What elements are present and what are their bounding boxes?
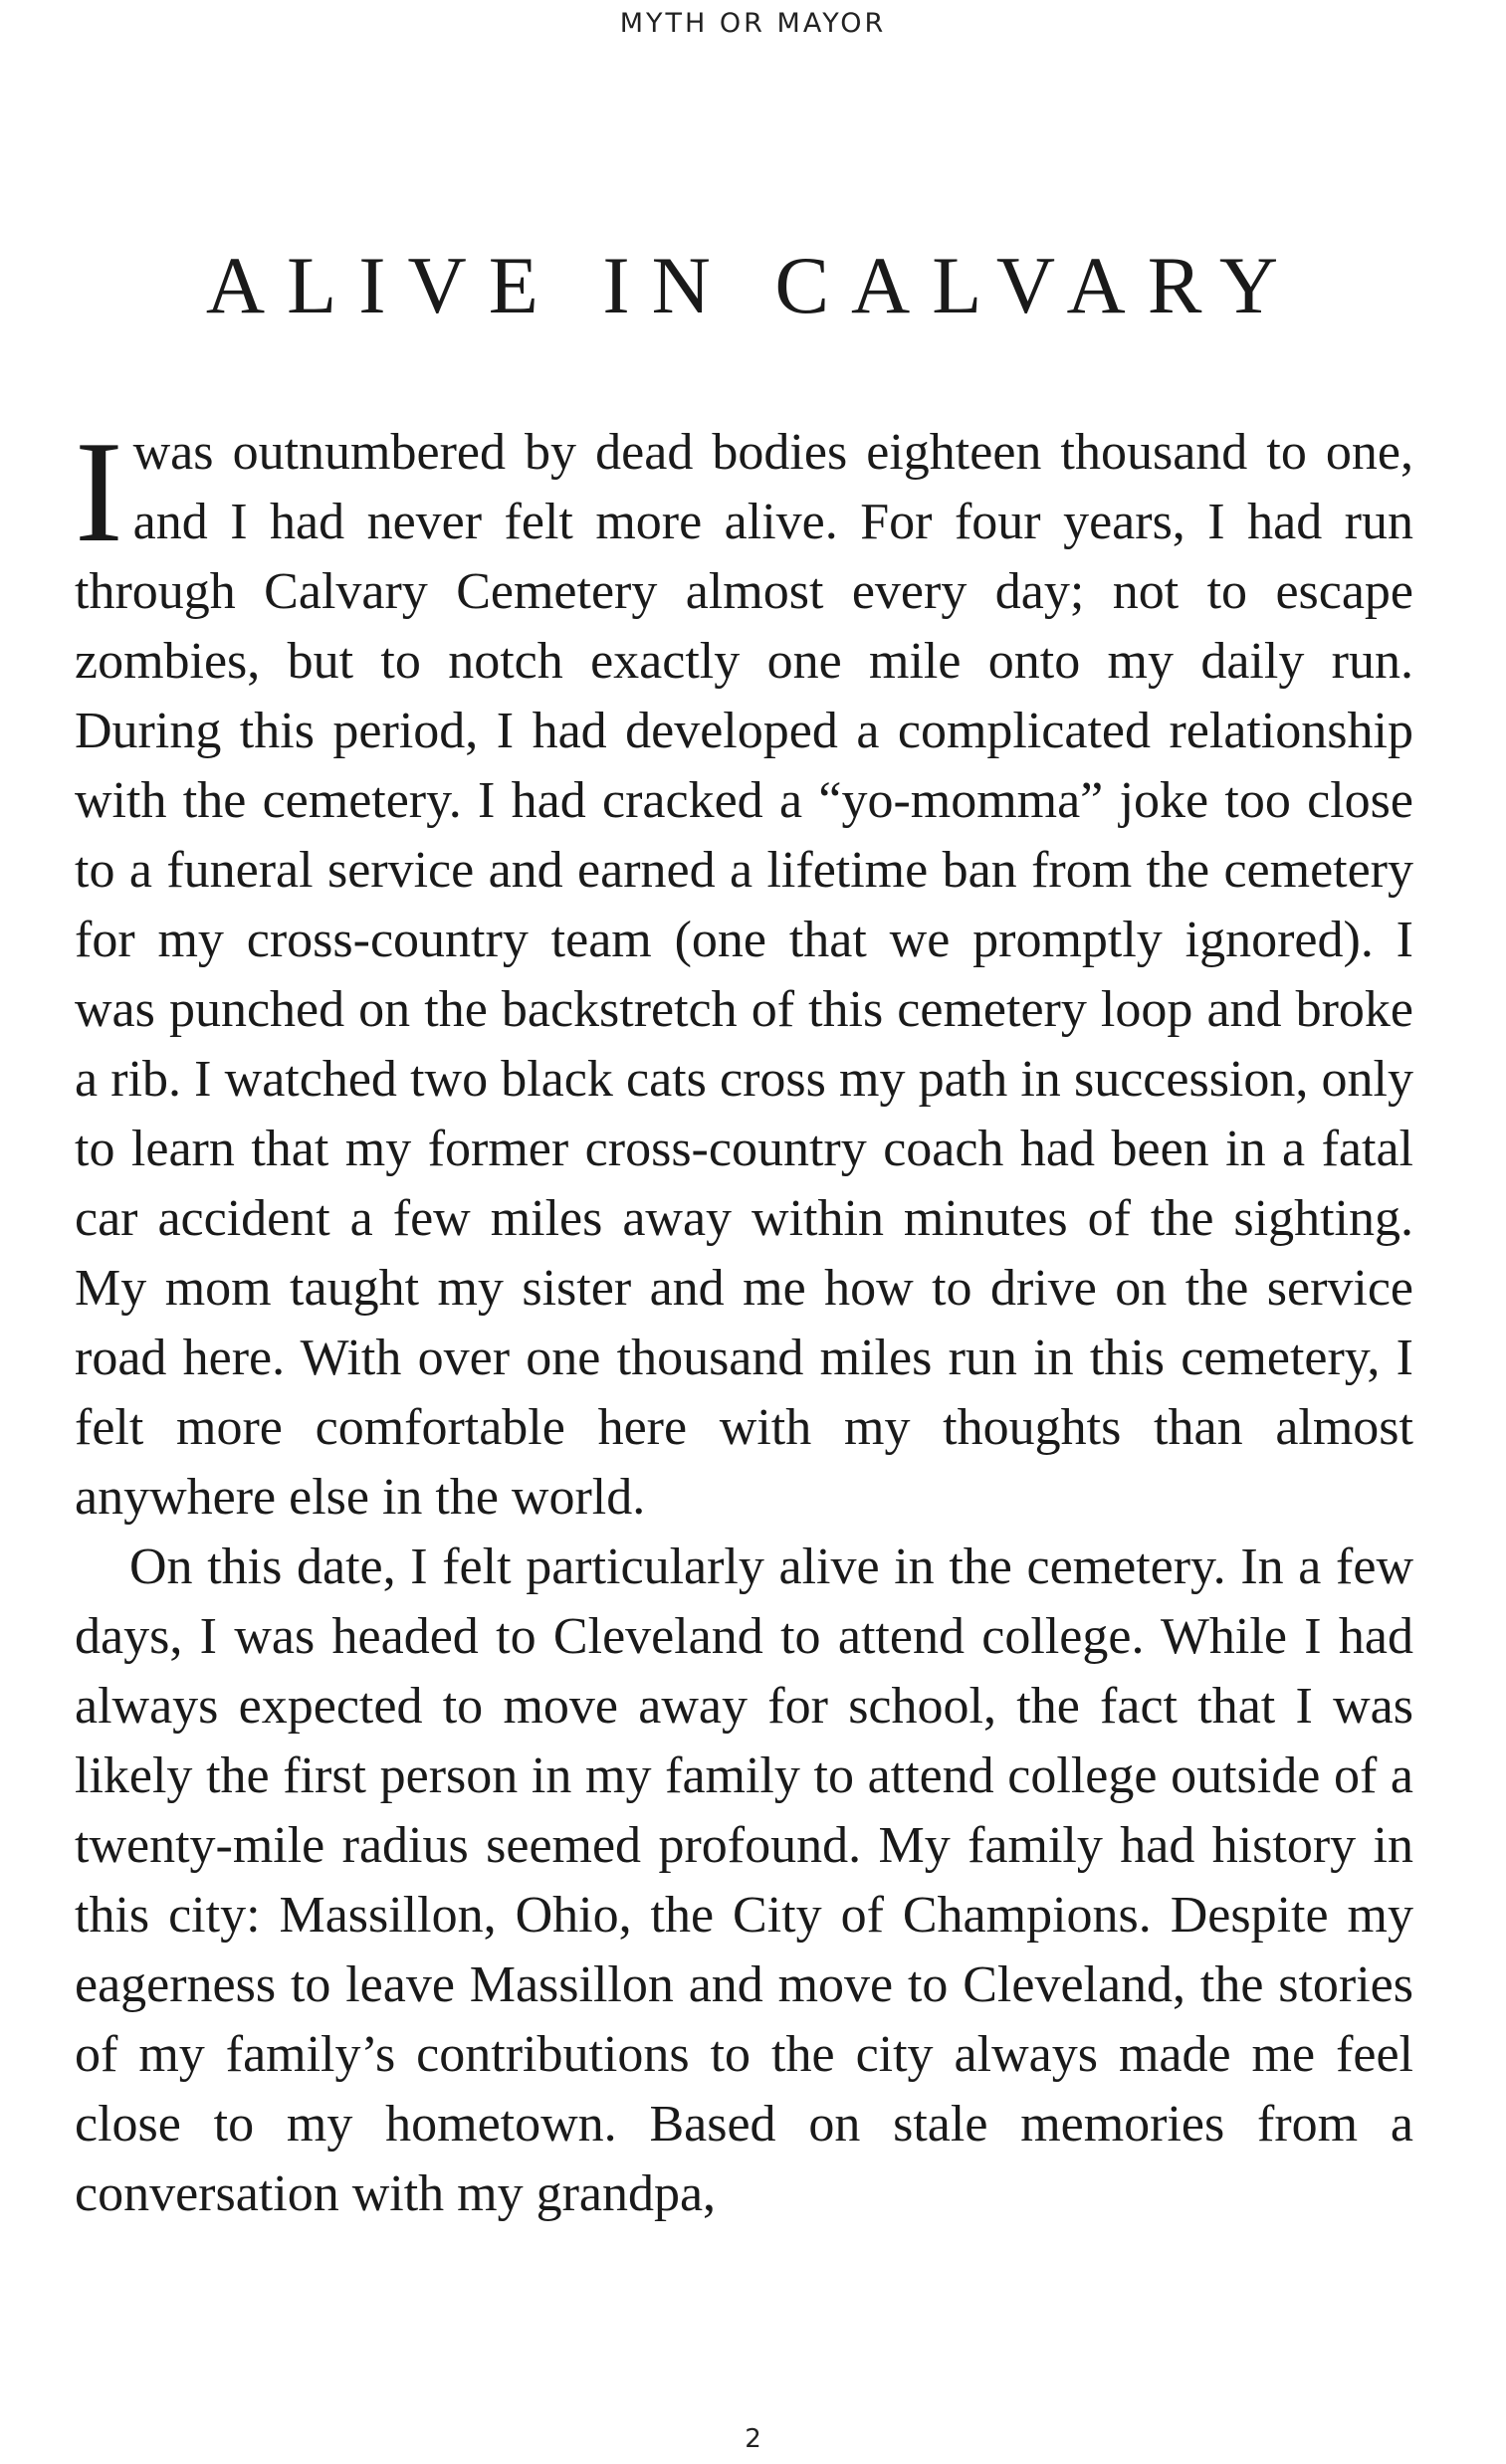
body-text xyxy=(75,411,1413,2229)
paragraph-second: On this date, I felt particularly alive in the cemetery. In a few days, I was headed to Cleveland to attend college. While I had always expected to move away for school, the fact that I was likely the first person in my family to attend college outside of a twenty-mile radius seemed profound. My family had history in this city: Massillon, Ohio, the City of Champions. Despite my eagerness to leave Massillon and move to Cleveland, the stories of my family’s contributions to the city always made me feel close to my hometown. Based on stale memories from a conversation with my grandpa, xyxy=(75,1539,1413,2222)
drop-cap: I xyxy=(75,411,123,572)
running-head: MYTH OR MAYOR xyxy=(619,8,887,39)
paragraph-first xyxy=(75,411,1413,1533)
chapter-title: ALIVE IN CALVARY xyxy=(205,240,1301,330)
page-number: 2 xyxy=(745,2424,761,2454)
paragraph-first-text: was outnumbered by dead bodies eighteen thousand to one, and I had never felt more alive. For four years, I had run through Calvary Cemetery almost every day; not to escape zombies, but to notch exactly one mile onto my daily run. During this period, I had developed a complicated relationship with the cemetery. I had cracked a “yo-momma” joke too close to a funeral service and earned a lifetime ban from the cemetery for my cross-country team (one that we promptly ignored). I was punched on the backstretch of this cemetery loop and broke a rib. I watched two black cats cross my path in succession, only to learn that my former cross-country coach had been in a fatal car accident a few miles away within minutes of the sighting. My mom taught my sister and me how to drive on the service road here. With over one thousand miles run in this cemetery, I felt more comfortable here with my thoughts than almost anywhere else in the world. xyxy=(75,424,1413,1526)
